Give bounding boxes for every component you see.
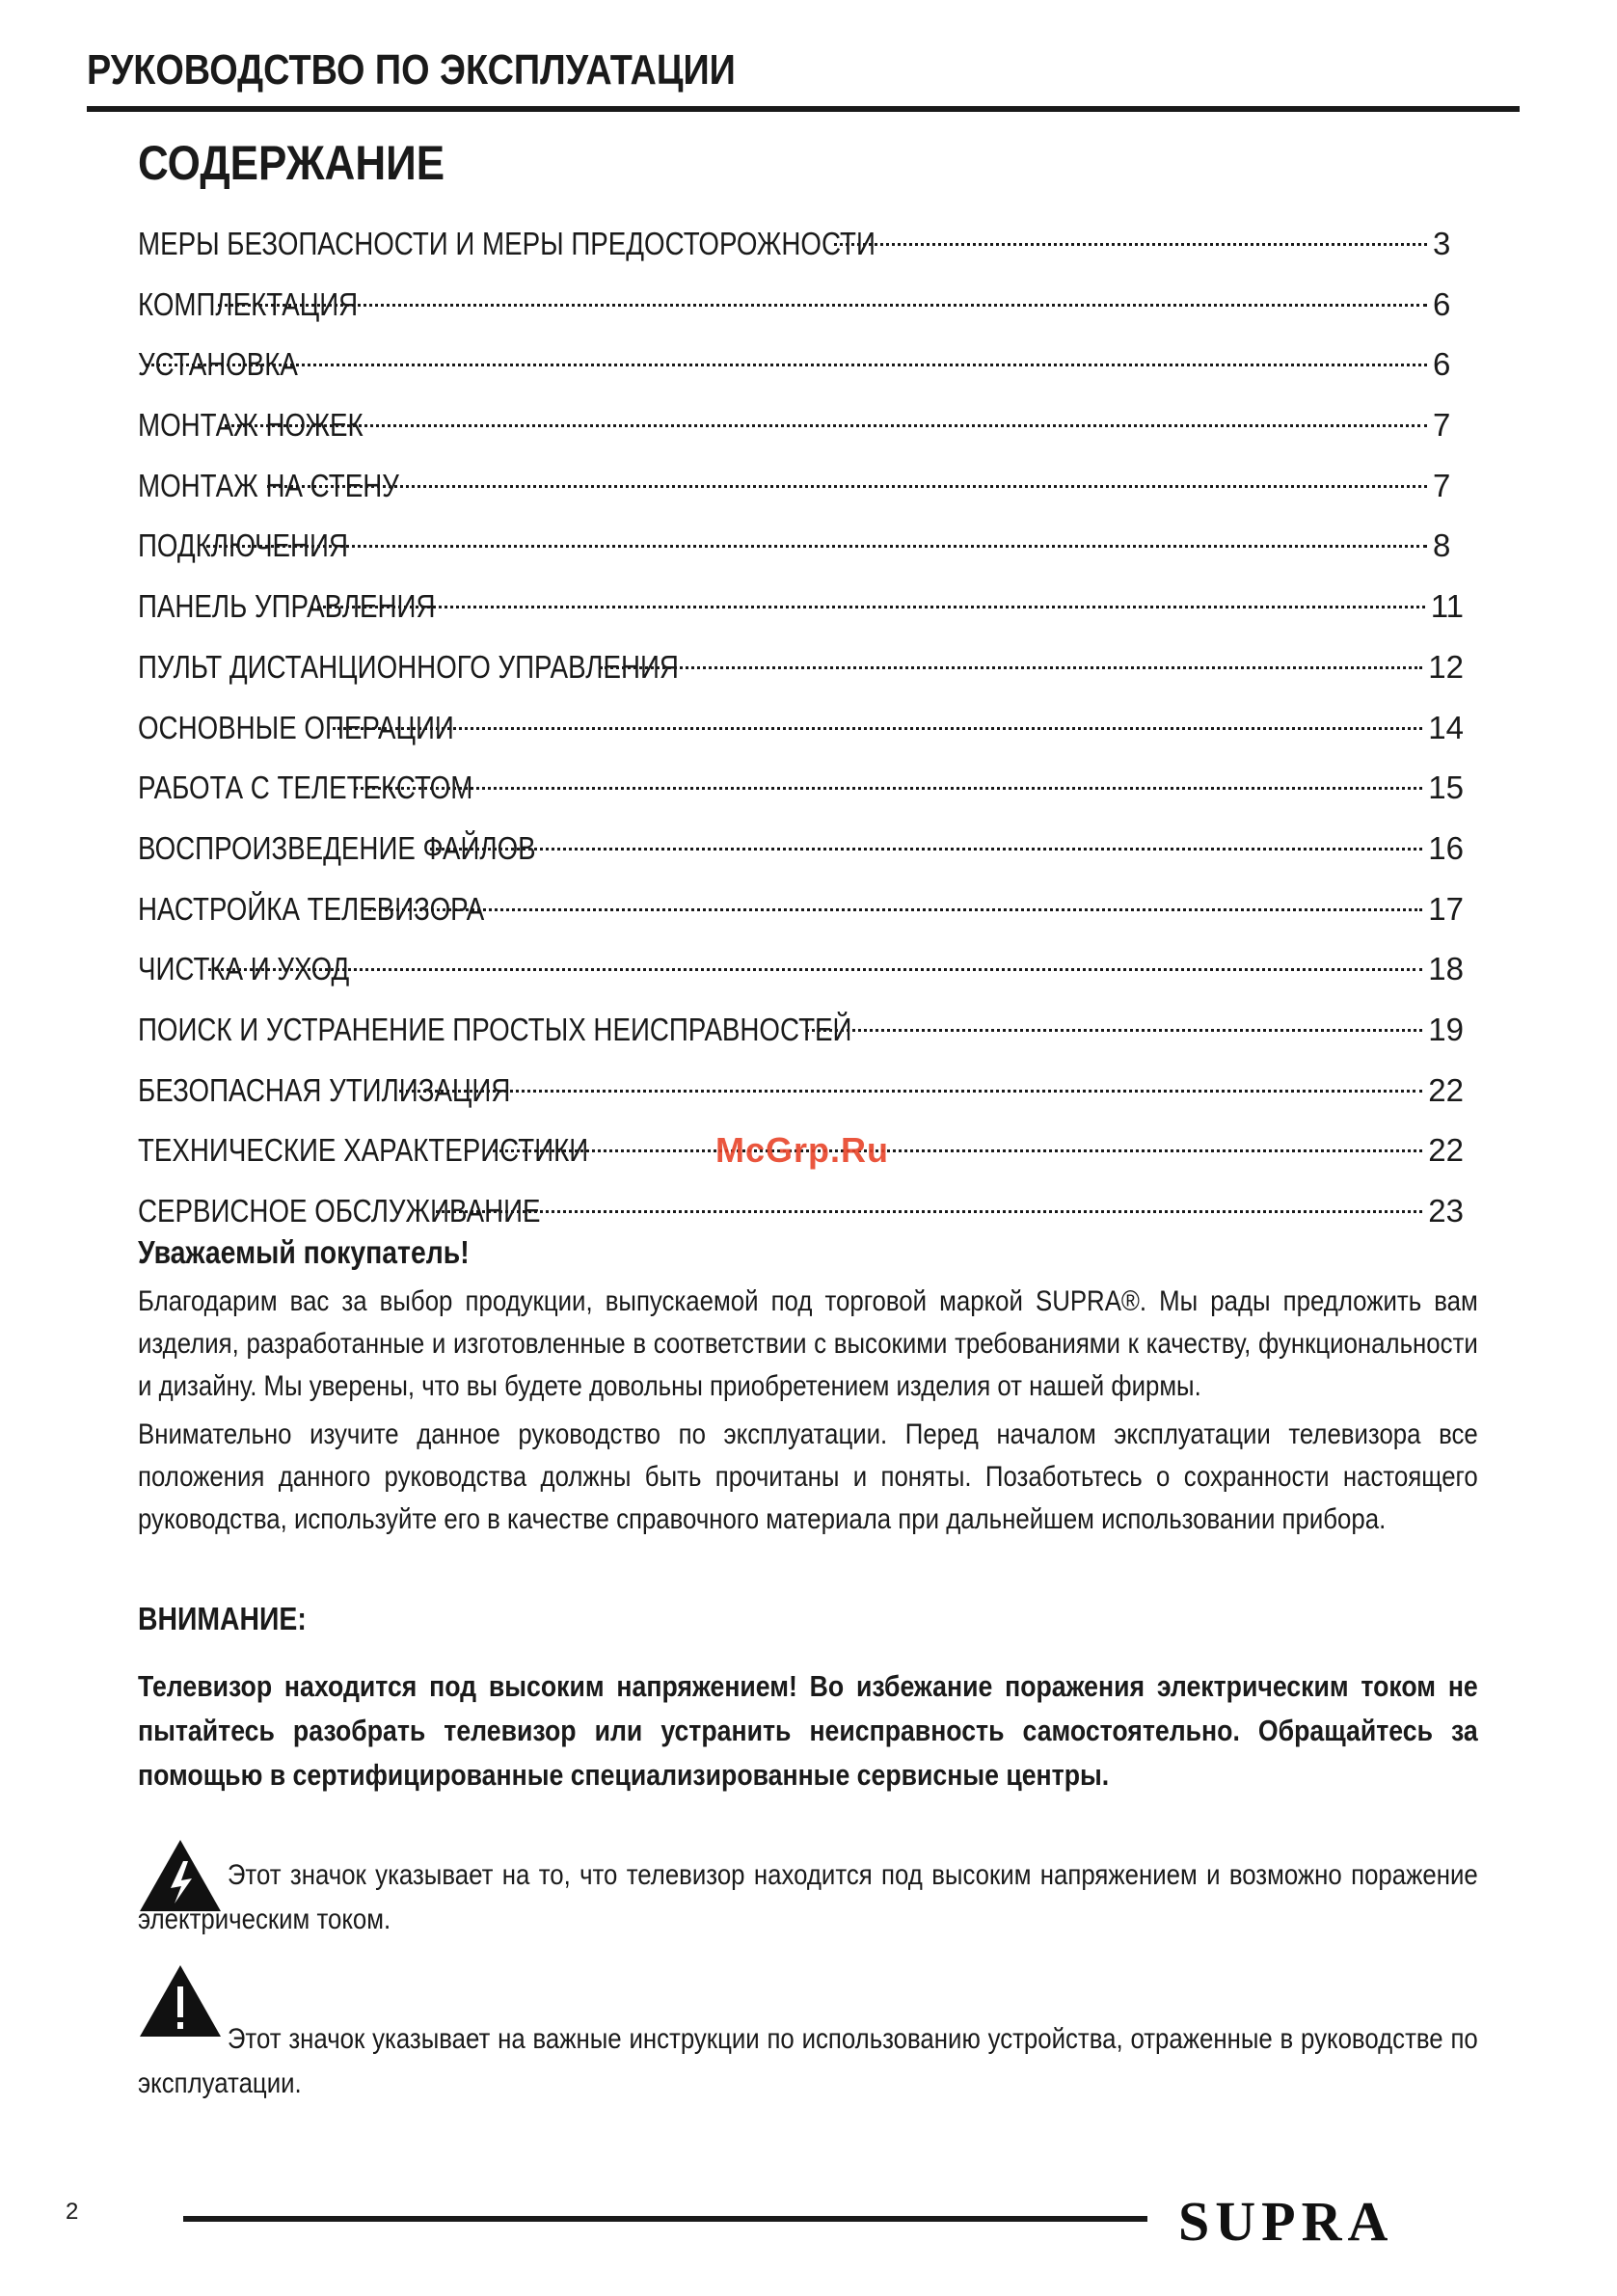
toc-entry-title: ВОСПРОИЗВЕДЕНИЕ ФАЙЛОВ (138, 829, 536, 866)
intro-paragraph-2 (138, 1414, 1478, 1541)
header-divider (87, 106, 1520, 112)
toc-entry-page: 11 (1430, 588, 1464, 625)
toc-entry-title: СЕРВИСНОЕ ОБСЛУЖИВАНИЕ (138, 1193, 541, 1229)
toc-entry-title: ТЕХНИЧЕСКИЕ ХАРАКТЕРИСТИКИ (138, 1132, 589, 1169)
toc-entry-page: 16 (1428, 829, 1464, 866)
toc-entry[interactable] (138, 577, 1464, 637)
toc-dot-leader (436, 1210, 1423, 1213)
toc-entry-page: 6 (1433, 285, 1451, 322)
watermark: McGrp.Ru (715, 1130, 890, 1170)
toc-entry-title: ПАНЕЛЬ УПРАВЛЕНИЯ (138, 588, 436, 625)
toc-entry[interactable] (138, 214, 1464, 275)
toc-entry-title: МОНТАЖ НА СТЕНУ (138, 467, 399, 503)
voltage-warning-note (138, 1838, 1478, 1942)
toc-dot-leader (333, 727, 1422, 730)
toc-entry-title: ОСНОВНЫЕ ОПЕРАЦИИ (138, 709, 454, 745)
toc-entry-title: НАСТРОЙКА ТЕЛЕВИЗОРА (138, 890, 485, 927)
page-number: 2 (66, 2199, 79, 2225)
toc-entry[interactable] (138, 275, 1464, 336)
table-of-contents (138, 214, 1464, 1242)
toc-entry-page: 17 (1428, 890, 1464, 927)
toc-entry-page: 7 (1433, 407, 1451, 444)
toc-entry-page: 23 (1428, 1193, 1464, 1229)
toc-entry-page: 6 (1433, 346, 1451, 383)
toc-dot-leader (267, 485, 1427, 488)
toc-entry[interactable] (138, 456, 1464, 517)
toc-entry[interactable] (138, 1061, 1464, 1121)
toc-entry-page: 14 (1428, 709, 1464, 745)
toc-entry[interactable] (138, 395, 1464, 456)
brand-logo: SUPRA (1178, 2190, 1394, 2253)
intro-paragraph-1-text: Благодарим вас за выбор продукции, выпускаемой под торговой маркой SUPRA®. Мы рады предложить вам изделия, разработанные и изготовленные в соответствии с высокими требованиями к качеству, функциональности и дизайну. Мы уверены, что вы будете довольны приобретением изделия от нашей фирмы. (138, 1285, 1478, 1402)
toc-entry-page: 22 (1428, 1132, 1464, 1169)
toc-entry[interactable] (138, 637, 1464, 698)
toc-entry[interactable] (138, 335, 1464, 395)
toc-entry-page: 3 (1433, 226, 1451, 261)
attention-body: Телевизор находится под высоким напряжением! Во избежание поражения электрическим током не пытайтесь разобрать телевизор или устранить неисправность самостоятельно. Обращайтесь за помощью в сертифицированные специализированные сервисные центры. (138, 1669, 1478, 1792)
toc-dot-leader (218, 304, 1427, 307)
toc-entry[interactable] (138, 516, 1464, 577)
page-header-title: РУКОВОДСТВО ПО ЭКСПЛУАТАЦИИ (87, 46, 736, 94)
toc-entry[interactable] (138, 1181, 1464, 1242)
important-warning-note (138, 1963, 1478, 2106)
footer-divider (183, 2216, 1147, 2222)
toc-entry-title: МЕРЫ БЕЗОПАСНОСТИ И МЕРЫ ПРЕДОСТОРОЖНОСТИ (138, 226, 876, 261)
toc-entry-title: ПОДКЛЮЧЕНИЯ (138, 527, 349, 564)
toc-dot-leader (206, 545, 1427, 548)
intro-paragraph-2-text: Внимательно изучите данное руководство по эксплуатации. Перед началом эксплуатации телевизора все положения данного руководства должны быть прочитаны и поняты. Позаботьтесь о сохранности настоящего руководства, используйте его в качестве справочного материала при дальнейшем использовании прибора. (138, 1418, 1478, 1535)
voltage-warning-text: Этот значок указывает на то, что телевизор находится под высоким напряжением и возможно поражение электрическим током. (138, 1859, 1478, 1935)
toc-entry-title: ПУЛЬТ ДИСТАНЦИОННОГО УПРАВЛЕНИЯ (138, 648, 679, 685)
toc-dot-leader (368, 908, 1422, 911)
attention-title: ВНИМАНИЕ: (138, 1601, 307, 1636)
toc-dot-leader (430, 848, 1423, 851)
toc-entry-page: 18 (1428, 951, 1464, 987)
toc-entry-title: КОМПЛЕКТАЦИЯ (138, 285, 359, 322)
toc-entry-page: 19 (1428, 1011, 1464, 1047)
intro-paragraph-1 (138, 1281, 1478, 1408)
toc-dot-leader (310, 606, 1425, 608)
toc-entry-page: 12 (1428, 648, 1464, 685)
toc-dot-leader (493, 1149, 1423, 1152)
toc-dot-leader (147, 364, 1427, 366)
toc-heading: СОДЕРЖАНИЕ (138, 136, 445, 190)
toc-dot-leader (355, 787, 1422, 790)
toc-dot-leader (600, 666, 1422, 669)
important-warning-text: Этот значок указывает на важные инструкции по использованию устройства, отраженные в руководстве по эксплуатации. (138, 2023, 1478, 2099)
toc-entry[interactable] (138, 698, 1464, 759)
greeting-heading: Уважаемый покупатель! (138, 1234, 470, 1270)
toc-dot-leader (834, 243, 1427, 246)
toc-entry-title: МОНТАЖ НОЖЕК (138, 407, 364, 444)
toc-entry[interactable] (138, 879, 1464, 940)
toc-entry-page: 15 (1428, 770, 1464, 806)
toc-dot-leader (208, 968, 1423, 971)
toc-entry[interactable] (138, 1000, 1464, 1061)
toc-dot-leader (225, 424, 1427, 427)
toc-entry-title: РАБОТА С ТЕЛЕТЕКСТОМ (138, 770, 473, 806)
toc-entry[interactable] (138, 939, 1464, 1000)
toc-entry[interactable] (138, 819, 1464, 879)
toc-entry-page: 8 (1433, 527, 1451, 564)
toc-entry-title: УСТАНОВКА (138, 346, 298, 383)
toc-entry-page: 22 (1428, 1071, 1464, 1108)
toc-entry-title: ПОИСК И УСТРАНЕНИЕ ПРОСТЫХ НЕИСПРАВНОСТЕЙ (138, 1011, 852, 1047)
toc-dot-leader (806, 1029, 1422, 1032)
toc-entry-page: 7 (1433, 467, 1451, 503)
toc-entry[interactable] (138, 758, 1464, 819)
toc-dot-leader (399, 1090, 1422, 1093)
toc-entry-title: БЕЗОПАСНАЯ УТИЛИЗАЦИЯ (138, 1071, 511, 1108)
toc-entry-title: ЧИСТКА И УХОД (138, 951, 350, 987)
